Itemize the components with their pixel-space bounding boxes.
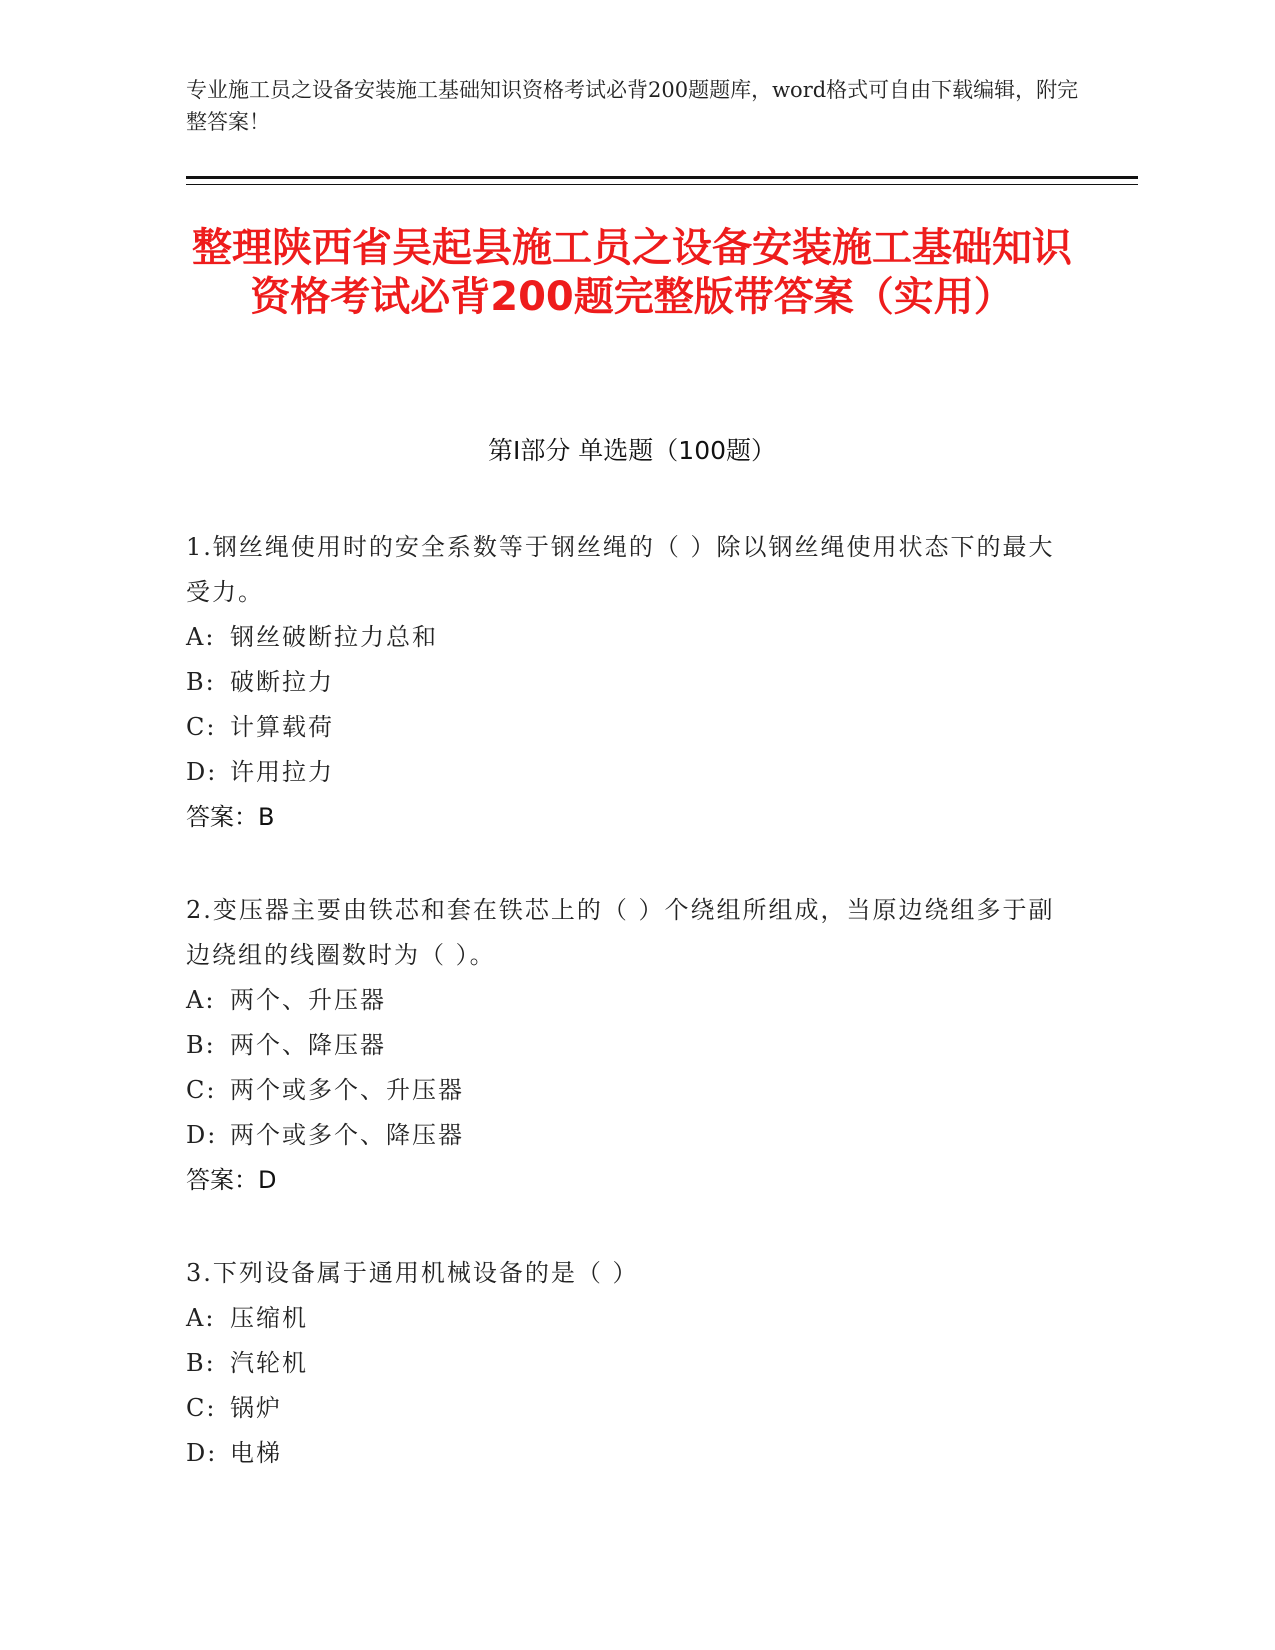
answer-line: 答案：D [186,1166,277,1194]
question-3 [186,1251,1076,1476]
question-text: 2.变压器主要由铁芯和套在铁芯上的（ ）个绕组所组成，当原边绕组多于副边绕组的线圈数时为（ ）。 [186,896,1055,969]
option-letter: B: [186,668,216,696]
option-text: 许用拉力 [230,758,334,786]
option-c [186,1386,1076,1431]
option-d [186,1113,1076,1158]
option-text: 压缩机 [230,1304,308,1332]
option-letter: C: [186,1076,217,1104]
option-a [186,615,1076,660]
option-text: 计算载荷 [230,713,334,741]
option-text: 两个或多个、降压器 [230,1121,464,1149]
option-text: 两个或多个、升压器 [230,1076,464,1104]
option-letter: A: [186,623,216,651]
option-c [186,1068,1076,1113]
question-text: 1.钢丝绳使用时的安全系数等于钢丝绳的（ ）除以钢丝绳使用状态下的最大受力。 [186,533,1055,606]
option-letter: C: [186,713,217,741]
option-a [186,978,1076,1023]
section-title: 第Ⅰ部分 单选题（100题） [487,436,777,465]
option-letter: A: [186,1304,216,1332]
option-d [186,750,1076,795]
header-rule-thick [186,176,1138,179]
answer-line: 答案：B [186,803,275,831]
option-letter: B: [186,1349,216,1377]
option-text: 两个、降压器 [230,1031,386,1059]
question-text: 3.下列设备属于通用机械设备的是（ ） [186,1259,639,1287]
document-title: 整理陕西省吴起县施工员之设备安装施工基础知识资格考试必背200题完整版带答案（实用） [192,225,1072,320]
question-2 [186,888,1076,1203]
header-rule-thin [186,184,1138,185]
option-b [186,660,1076,705]
option-letter: A: [186,986,216,1014]
option-b [186,1023,1076,1068]
option-text: 破断拉力 [230,668,334,696]
option-letter: B: [186,1031,216,1059]
option-text: 电梯 [230,1439,282,1467]
question-1 [186,525,1076,840]
question-list [186,525,1076,1524]
option-a [186,1296,1076,1341]
option-text: 两个、升压器 [230,986,386,1014]
option-letter: D: [186,758,218,786]
option-text: 汽轮机 [230,1349,308,1377]
option-d [186,1431,1076,1476]
option-text: 锅炉 [230,1394,282,1422]
option-letter: D: [186,1439,218,1467]
option-text: 钢丝破断拉力总和 [230,623,438,651]
option-b [186,1341,1076,1386]
header-note: 专业施工员之设备安装施工基础知识资格考试必背200题题库，word格式可自由下载编辑，附完整答案！ [186,78,1079,134]
option-c [186,705,1076,750]
option-letter: D: [186,1121,218,1149]
option-letter: C: [186,1394,217,1422]
